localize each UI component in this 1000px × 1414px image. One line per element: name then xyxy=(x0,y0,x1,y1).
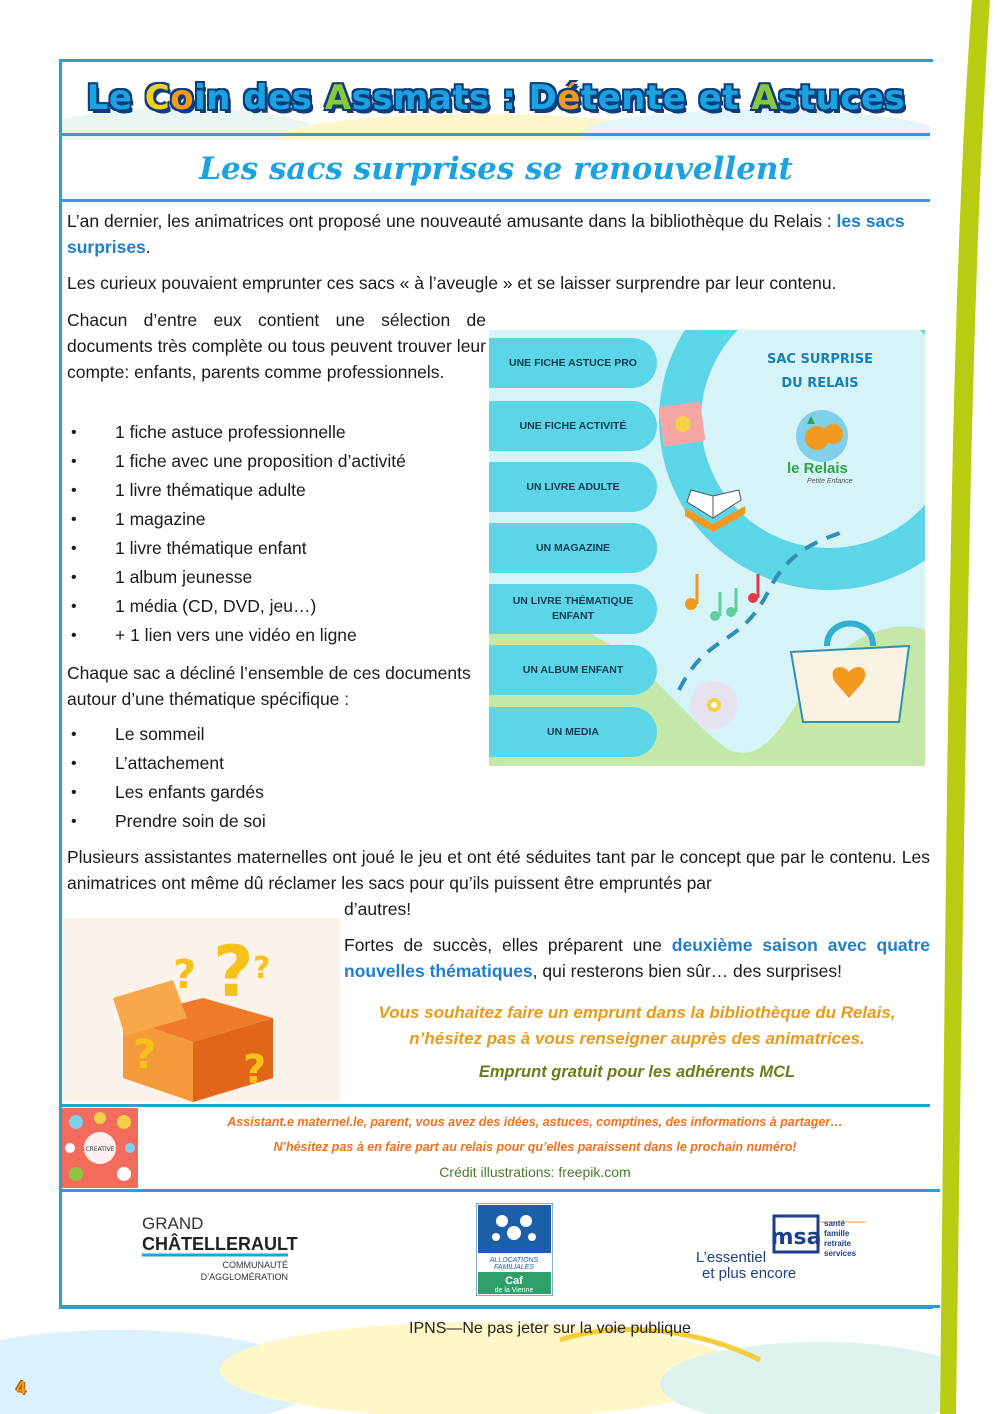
divider xyxy=(62,1305,940,1308)
article-subtitle xyxy=(62,138,930,200)
svg-text:de la Vienne: de la Vienne xyxy=(494,1287,534,1294)
contents-list xyxy=(67,418,487,650)
svg-text:famille: famille xyxy=(824,1229,850,1238)
svg-text:FAMILIALES: FAMILIALES xyxy=(494,1264,534,1271)
infographic-pill: UN MEDIA xyxy=(489,707,657,757)
grand-chatellerault-logo xyxy=(140,1212,300,1292)
intro-paragraph-3: Chacun d’entre eux contient une sélection de documents très complète ou tous peuvent trouver leur compte: enfants, parents comme professionnels. xyxy=(67,310,486,382)
svg-text:?: ? xyxy=(243,1047,267,1093)
svg-text:?: ? xyxy=(133,1032,157,1078)
svg-text:CREATIVE: CREATIVE xyxy=(85,1146,115,1153)
outro-paragraph-1-end: d’autres! xyxy=(344,899,412,919)
svg-text:msa: msa xyxy=(770,1225,822,1250)
subtitle-text: Les sacs surprises se renouvellent xyxy=(199,151,793,187)
intro-paragraph-2: Les curieux pouvaient emprunter ces sacs « à l’aveugle » et se laisser surprendre par leur contenu. xyxy=(67,273,837,293)
infographic-title: SAC SURPRISE DU RELAIS xyxy=(766,352,874,391)
svg-text:services: services xyxy=(824,1249,857,1258)
outro-paragraph-1: Plusieurs assistantes maternelles ont joué le jeu et ont été séduites tant par le concept que par le contenu. Les animatrices ont même dû réclamer les sacs pour qu’ils puissent être empruntés par xyxy=(67,847,930,893)
call-to-action: Vous souhaitez faire un emprunt dans la bibliothèque du Relais, n’hésitez pas à vous renseigner auprès des animatrices. xyxy=(378,1003,896,1048)
infographic-pill: UN LIVRE THÉMATIQUE ENFANT xyxy=(489,584,657,634)
svg-text:D’AGGLOMÉRATION: D’AGGLOMÉRATION xyxy=(200,1272,288,1282)
themes-intro: Chaque sac a décliné l’ensemble de ces documents autour d’une thématique spécifique : xyxy=(67,663,471,709)
list-item: • L’attachement xyxy=(67,749,487,778)
divider xyxy=(62,199,930,202)
page-number: 4 xyxy=(16,1378,27,1398)
svg-text:santé: santé xyxy=(824,1219,845,1228)
infographic-pill: UN LIVRE ADULTE xyxy=(489,462,657,512)
relais-logo-subtitle: Petite Enfance xyxy=(807,478,853,485)
svg-text:ALLOCATIONS: ALLOCATIONS xyxy=(489,1257,539,1264)
themes-list xyxy=(67,720,487,836)
surprise-box-illustration xyxy=(63,918,340,1102)
footer-invite-line-2: N’hésitez pas à en faire part au relais pour qu’elles paraissent dans le prochain numéro! xyxy=(273,1140,797,1154)
activity-card-icon xyxy=(657,400,709,450)
illustration-credit: Crédit illustrations: freepik.com xyxy=(439,1164,631,1180)
list-item: • 1 album jeunesse xyxy=(67,563,487,592)
music-notes-icon xyxy=(679,566,767,626)
caf-logo xyxy=(476,1203,553,1296)
list-item: • 1 magazine xyxy=(67,505,487,534)
page-header xyxy=(62,62,930,134)
highlight-sacs-surprises: les sacs surprises xyxy=(67,211,905,257)
svg-text:?: ? xyxy=(173,952,197,998)
divider xyxy=(62,1189,940,1192)
list-item: • + 1 lien vers une vidéo en ligne xyxy=(67,621,487,650)
ipns-notice: IPNS—Ne pas jeter sur la voie publique xyxy=(409,1320,691,1337)
ideas-icon xyxy=(62,1108,138,1188)
highlight-deuxieme-saison: deuxième saison avec quatre nouvelles thématiques xyxy=(344,935,931,981)
infographic-pill: UN MAGAZINE xyxy=(489,523,657,573)
outro-paragraph-2: Fortes de succès, elles préparent une deuxième saison avec quatre nouvelles thématiques, qui resterons bien sûr… des surprises! xyxy=(344,935,931,981)
footer-invite-line-1: Assistant.e maternel.le, parent, vous avez des idées, astuces, comptines, des informations à partager… xyxy=(227,1115,843,1129)
svg-text:?: ? xyxy=(253,951,271,986)
sac-surprise-infographic xyxy=(489,330,925,766)
tote-bag-icon xyxy=(787,606,913,726)
svg-text:Caf: Caf xyxy=(505,1275,523,1287)
svg-text:COMMUNAUTÉ: COMMUNAUTÉ xyxy=(222,1260,288,1270)
open-book-icon xyxy=(681,488,749,534)
svg-text:CHÂTELLERAULT: CHÂTELLERAULT xyxy=(142,1234,298,1254)
list-item: • 1 livre thématique adulte xyxy=(67,476,487,505)
footer-decoration xyxy=(0,1300,940,1414)
divider xyxy=(62,1104,930,1107)
intro-paragraph-1: L’an dernier, les animatrices ont proposé une nouveauté amusante dans la bibliothèque du Relais : les sacs surprises. xyxy=(67,211,905,257)
divider xyxy=(62,133,930,136)
page-title: Le Coin des Assmats : Détente et Astuces xyxy=(86,78,906,118)
infographic-pill: UNE FICHE ACTIVITÉ xyxy=(489,401,657,451)
msa-logo xyxy=(694,1214,874,1284)
infographic-pill: UNE FICHE ASTUCE PRO xyxy=(489,338,657,388)
list-item: • 1 fiche astuce professionnelle xyxy=(67,418,487,447)
question-box-icon xyxy=(63,918,340,1102)
list-item: • 1 livre thématique enfant xyxy=(67,534,487,563)
svg-text:?: ? xyxy=(213,931,254,1013)
list-item: • Les enfants gardés xyxy=(67,778,487,807)
cd-icon xyxy=(687,678,741,732)
svg-text:L’essentiel: L’essentiel xyxy=(696,1249,767,1266)
svg-text:GRAND: GRAND xyxy=(142,1214,204,1233)
creative-ideas-illustration xyxy=(62,1108,138,1188)
free-loan-note: Emprunt gratuit pour les adhérents MCL xyxy=(478,1063,796,1081)
svg-text:retraite: retraite xyxy=(824,1239,852,1248)
relais-logo-name: le Relais xyxy=(787,460,848,477)
list-item: • 1 fiche avec une proposition d’activité xyxy=(67,447,487,476)
list-item: • Prendre soin de soi xyxy=(67,807,487,836)
svg-text:et plus encore: et plus encore xyxy=(702,1265,797,1282)
list-item: • Le sommeil xyxy=(67,720,487,749)
infographic-pill: UN ALBUM ENFANT xyxy=(489,645,657,695)
list-item: • 1 média (CD, DVD, jeu…) xyxy=(67,592,487,621)
